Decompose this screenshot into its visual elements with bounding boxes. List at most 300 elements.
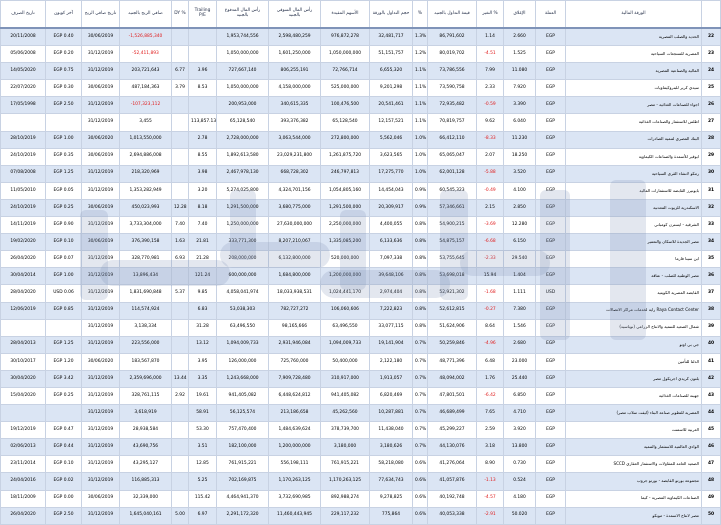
header-payment-date: تاريخ الصرف xyxy=(1,1,46,29)
paid-capital-cell: 65,128,540 xyxy=(217,114,269,131)
net-profit-date-cell: 31/12/2019 xyxy=(82,473,120,490)
market-cap-cell: 1,170,263,125 xyxy=(269,473,321,490)
table-row[interactable] xyxy=(1,302,721,319)
table-row[interactable] xyxy=(1,46,721,63)
change-percent-cell: -2.33 xyxy=(477,251,504,268)
trading-volume-cell: 1,913,057 xyxy=(370,370,413,387)
paid-capital-cell: 126,000,000 xyxy=(217,353,269,370)
net-profit-cell: 223,556,000 xyxy=(120,336,172,353)
trading-volume-cell: 20,541,461 xyxy=(370,97,413,114)
trading-value-cell: 48,094,002 xyxy=(428,370,477,387)
table-row[interactable] xyxy=(1,63,721,80)
table-row[interactable] xyxy=(1,217,721,234)
trailing-pe-cell: 121.24 xyxy=(189,268,217,285)
last-coupon-cell: EGP 0.25 xyxy=(46,199,82,216)
net-profit-date-cell: 31/12/2019 xyxy=(82,319,120,336)
change-percent-cell: -2.91 xyxy=(477,507,504,524)
trailing-pe-cell: 3.98 xyxy=(189,165,217,182)
change-percent-cell: 7.65 xyxy=(477,405,504,422)
trailing-pe-cell: 53.30 xyxy=(189,422,217,439)
security-name-cell: الحديد والصلب المصرية xyxy=(566,28,702,46)
trading-volume-cell: 10,287,881 xyxy=(370,405,413,422)
net-profit-date-cell: 31/12/2019 xyxy=(82,422,120,439)
trading-value-cell: 62,001,128 xyxy=(428,165,477,182)
table-row[interactable] xyxy=(1,148,721,165)
market-cap-cell: 8,207,210,067 xyxy=(269,234,321,251)
header-trailing-pe: Trailing P/E xyxy=(189,1,217,29)
net-profit-cell: 1,353,282,949 xyxy=(120,182,172,199)
listed-shares-cell: 892,988,274 xyxy=(321,490,370,507)
payment-date-cell: 24/10/2019 xyxy=(1,148,46,165)
currency-cell: EGP xyxy=(536,268,566,285)
table-row[interactable] xyxy=(1,234,721,251)
row-index-cell: 40 xyxy=(702,336,721,353)
table-row[interactable] xyxy=(1,507,721,524)
currency-cell: EGP xyxy=(536,63,566,80)
row-index-cell: 42 xyxy=(702,370,721,387)
market-cap-cell: 18,033,938,531 xyxy=(269,285,321,302)
change-percent-cell: -3.69 xyxy=(477,217,504,234)
dividend-yield-cell xyxy=(172,456,189,473)
trailing-pe-cell: 21.81 xyxy=(189,234,217,251)
last-coupon-cell: EGP 0.40 xyxy=(46,28,82,46)
market-cap-cell: 3,680,775,000 xyxy=(269,199,321,216)
close-cell: 0.730 xyxy=(504,456,536,473)
row-index-cell: 46 xyxy=(702,439,721,456)
net-profit-cell: 1,831,690,848 xyxy=(120,285,172,302)
paid-capital-cell: 182,100,000 xyxy=(217,439,269,456)
trading-value-cell: 54,875,157 xyxy=(428,234,477,251)
trailing-pe-cell: 3.35 xyxy=(189,370,217,387)
market-cap-cell: 1,684,800,000 xyxy=(269,268,321,285)
last-coupon-cell: EGP 2.50 xyxy=(46,507,82,524)
percent-cell: 0.9% xyxy=(413,199,428,216)
net-profit-cell: 116,885,313 xyxy=(120,473,172,490)
paid-capital-cell: 1,050,000,000 xyxy=(217,80,269,97)
close-cell: 13.800 xyxy=(504,439,536,456)
currency-cell: EGP xyxy=(536,114,566,131)
header-close: الإغلاق xyxy=(504,1,536,29)
table-row[interactable] xyxy=(1,439,721,456)
net-profit-cell: 2,359,696,000 xyxy=(120,370,172,387)
currency-cell: EGP xyxy=(536,28,566,46)
dividend-yield-cell xyxy=(172,97,189,114)
percent-cell: 0.8% xyxy=(413,234,428,251)
paid-capital-cell: 63,496,550 xyxy=(217,319,269,336)
net-profit-date-cell: 31/12/2019 xyxy=(82,268,120,285)
payment-date-cell: 23/11/2014 xyxy=(1,456,46,473)
paid-capital-cell: 2,291,172,320 xyxy=(217,507,269,524)
dividend-yield-cell: 6.77 xyxy=(172,63,189,80)
table-row[interactable] xyxy=(1,268,721,285)
market-cap-cell: 2,598,480,259 xyxy=(269,28,321,46)
paid-capital-cell: 761,915,221 xyxy=(217,456,269,473)
last-coupon-cell: EGP 1.20 xyxy=(46,353,82,370)
close-cell: 50.020 xyxy=(504,507,536,524)
net-profit-cell: 43,690,756 xyxy=(120,439,172,456)
paid-capital-cell: 1,892,613,580 xyxy=(217,148,269,165)
close-cell: 4.180 xyxy=(504,490,536,507)
net-profit-cell: 3,138,334 xyxy=(120,319,172,336)
net-profit-date-cell: 31/12/2019 xyxy=(82,302,120,319)
trailing-pe-cell: 21.28 xyxy=(189,251,217,268)
row-index-cell: 35 xyxy=(702,251,721,268)
header-listed-shares: الأسهم المقيدة xyxy=(321,1,370,29)
security-name-cell: الصناعات الكيماوية المصرية - كيما xyxy=(566,490,702,507)
close-cell: 1.404 xyxy=(504,268,536,285)
last-coupon-cell: EGP 0.25 xyxy=(46,387,82,404)
market-cap-cell: 27,630,000,000 xyxy=(269,217,321,234)
last-coupon-cell: EGP 0.10 xyxy=(46,456,82,473)
trailing-pe-cell: 6.97 xyxy=(189,507,217,524)
market-cap-cell: 393,376,382 xyxy=(269,114,321,131)
paid-capital-cell: 727,667,140 xyxy=(217,63,269,80)
paid-capital-cell: 333,771,300 xyxy=(217,234,269,251)
row-index-cell: 32 xyxy=(702,199,721,216)
paid-capital-cell: 4,464,941,370 xyxy=(217,490,269,507)
row-index-cell: 49 xyxy=(702,490,721,507)
trading-volume-cell: 32,481,717 xyxy=(370,28,413,46)
trailing-pe-cell: 5.25 xyxy=(189,473,217,490)
change-percent-cell: -0.27 xyxy=(477,302,504,319)
currency-cell: EGP xyxy=(536,507,566,524)
security-name-cell: Raya Contact Center راية لخدمات مراكز الاتصالات xyxy=(566,302,702,319)
trading-value-cell: 47,801,501 xyxy=(428,387,477,404)
table-row[interactable] xyxy=(1,370,721,387)
table-row[interactable] xyxy=(1,473,721,490)
trailing-pe-cell xyxy=(189,28,217,46)
percent-cell: 0.6% xyxy=(413,473,428,490)
table-row[interactable] xyxy=(1,131,721,148)
last-coupon-cell: EGP 0.02 xyxy=(46,473,82,490)
security-name-cell: بايونيرز القابضة للاستثمارات المالية xyxy=(566,182,702,199)
net-profit-cell: 32,339,000 xyxy=(120,490,172,507)
last-coupon-cell: EGP 0.85 xyxy=(46,302,82,319)
payment-date-cell: 28/04/2020 xyxy=(1,285,46,302)
trading-volume-cell: 4,400,055 xyxy=(370,217,413,234)
last-coupon-cell: EGP 0.10 xyxy=(46,234,82,251)
row-index-cell: 33 xyxy=(702,217,721,234)
security-name-cell: المصرية للتطوير صناعة البناء (ليفت سلاب مصر) xyxy=(566,405,702,422)
trading-volume-cell: 6,820,469 xyxy=(370,387,413,404)
row-index-cell: 38 xyxy=(702,302,721,319)
payment-date-cell: 26/04/2020 xyxy=(1,251,46,268)
table-row[interactable] xyxy=(1,114,721,131)
payment-date-cell: 28/10/2019 xyxy=(1,131,46,148)
market-cap-cell: 2,931,946,084 xyxy=(269,336,321,353)
listed-shares-cell: 1,024,441,170 xyxy=(321,285,370,302)
table-row[interactable] xyxy=(1,336,721,353)
table-row[interactable] xyxy=(1,97,721,114)
listed-shares-cell: 106,060,606 xyxy=(321,302,370,319)
net-profit-date-cell: 30/06/2019 xyxy=(82,28,120,46)
change-percent-cell: -1.68 xyxy=(477,285,504,302)
security-name-cell: ابن سينا فارما xyxy=(566,251,702,268)
change-percent-cell: 7.99 xyxy=(477,63,504,80)
market-cap-cell: 806,255,191 xyxy=(269,63,321,80)
trading-value-cell: 41,057,876 xyxy=(428,473,477,490)
header-change-percent: التغير % xyxy=(477,1,504,29)
paid-capital-cell: 600,000,000 xyxy=(217,268,269,285)
dividend-yield-cell xyxy=(172,490,189,507)
close-cell: 3.920 xyxy=(504,422,536,439)
payment-date-cell: 24/04/2016 xyxy=(1,473,46,490)
last-coupon-cell: EGP 0.90 xyxy=(46,217,82,234)
last-coupon-cell: EGP 0.05 xyxy=(46,182,82,199)
last-coupon-cell: EGP 0.35 xyxy=(46,148,82,165)
market-cap-cell: 213,186,658 xyxy=(269,405,321,422)
close-cell: 0.524 xyxy=(504,473,536,490)
change-percent-cell: -8.33 xyxy=(477,131,504,148)
security-name-cell: الصعيد العامة للمقاولات والاستثمار العقاري SCCD xyxy=(566,456,702,473)
change-percent-cell: 6.48 xyxy=(477,353,504,370)
header-market-cap: رأس المال السوقي بالجنيه xyxy=(269,1,321,29)
table-row[interactable] xyxy=(1,199,721,216)
percent-cell: 0.8% xyxy=(413,319,428,336)
percent-cell: 0.8% xyxy=(413,251,428,268)
currency-cell: EGP xyxy=(536,131,566,148)
trading-value-cell: 80,019,702 xyxy=(428,46,477,63)
change-percent-cell: 8.64 xyxy=(477,319,504,336)
security-name-cell: اطلس للاستثمار والصناعات الغذائية xyxy=(566,114,702,131)
last-coupon-cell: EGP 3.42 xyxy=(46,370,82,387)
trading-value-cell: 44,130,076 xyxy=(428,439,477,456)
listed-shares-cell: 1,261,875,720 xyxy=(321,148,370,165)
trading-value-cell: 72,935,482 xyxy=(428,97,477,114)
security-name-cell: المالية والصناعية المصرية xyxy=(566,63,702,80)
change-percent-cell: -5.88 xyxy=(477,165,504,182)
net-profit-date-cell: 31/12/2019 xyxy=(82,114,120,131)
row-index-cell: 23 xyxy=(702,46,721,63)
security-name-cell: جهينة للصناعات الغذائية xyxy=(566,387,702,404)
trailing-pe-cell: 58.91 xyxy=(189,405,217,422)
percent-cell: 1.1% xyxy=(413,63,428,80)
listed-shares-cell: 50,400,000 xyxy=(321,353,370,370)
table-row[interactable] xyxy=(1,28,721,46)
header-trading-volume: حجم التداول بالورقة xyxy=(370,1,413,29)
listed-shares-cell: 246,797,813 xyxy=(321,165,370,182)
currency-cell: EGP xyxy=(536,336,566,353)
currency-cell: EGP xyxy=(536,405,566,422)
percent-cell: 1.1% xyxy=(413,114,428,131)
table-row[interactable] xyxy=(1,319,721,336)
last-coupon-cell: EGP 1.00 xyxy=(46,131,82,148)
close-cell: 11.230 xyxy=(504,131,536,148)
row-index-cell: 27 xyxy=(702,114,721,131)
net-profit-cell: 3,455 xyxy=(120,114,172,131)
paid-capital-cell: 1,291,500,000 xyxy=(217,199,269,216)
trading-value-cell: 46,689,499 xyxy=(428,405,477,422)
payment-date-cell: 22/07/2020 xyxy=(1,80,46,97)
trading-value-cell: 54,900,215 xyxy=(428,217,477,234)
trailing-pe-cell: 8.18 xyxy=(189,199,217,216)
net-profit-cell: 183,567,870 xyxy=(120,353,172,370)
dividend-yield-cell: 3.79 xyxy=(172,80,189,97)
dividend-yield-cell xyxy=(172,268,189,285)
change-percent-cell: 1.76 xyxy=(477,370,504,387)
market-cap-cell: 725,760,000 xyxy=(269,353,321,370)
last-coupon-cell: EGP 0.00 xyxy=(46,490,82,507)
security-name-cell: القابضة المصرية الكويتية xyxy=(566,285,702,302)
row-index-cell: 25 xyxy=(702,80,721,97)
table-row[interactable] xyxy=(1,182,721,199)
trading-volume-cell: 11,438,040 xyxy=(370,422,413,439)
security-name-cell: اجواء للصناعات الغذائية - مصر xyxy=(566,97,702,114)
security-name-cell: المصرية للمنتجعات السياحية xyxy=(566,46,702,63)
row-index-cell: 47 xyxy=(702,456,721,473)
trading-value-cell: 40,053,338 xyxy=(428,507,477,524)
trading-value-cell: 41,276,064 xyxy=(428,456,477,473)
trailing-pe-cell: 3.51 xyxy=(189,439,217,456)
table-row[interactable] xyxy=(1,405,721,422)
net-profit-date-cell: 31/12/2019 xyxy=(82,507,120,524)
net-profit-date-cell: 31/12/2019 xyxy=(82,387,120,404)
header-dividend-yield: DY % xyxy=(172,1,189,29)
paid-capital-cell: 1,094,009,733 xyxy=(217,336,269,353)
security-name-cell: الاسكندرية للزيوت المعدنية xyxy=(566,199,702,216)
paid-capital-cell: 56,125,574 xyxy=(217,405,269,422)
table-row[interactable] xyxy=(1,456,721,473)
percent-cell: 1.0% xyxy=(413,148,428,165)
market-cap-cell: 4,158,000,000 xyxy=(269,80,321,97)
market-cap-cell: 23,029,231,800 xyxy=(269,148,321,165)
dividend-yield-cell: 6.93 xyxy=(172,251,189,268)
table-body xyxy=(1,28,721,524)
percent-cell: 0.7% xyxy=(413,439,428,456)
header-security: الورقة المالية xyxy=(566,1,702,29)
last-coupon-cell: EGP 0.30 xyxy=(46,80,82,97)
last-coupon-cell xyxy=(46,319,82,336)
paid-capital-cell: 1,250,000,000 xyxy=(217,217,269,234)
table-row[interactable] xyxy=(1,353,721,370)
payment-date-cell xyxy=(1,114,46,131)
percent-cell: 1.3% xyxy=(413,28,428,46)
currency-cell: EGP xyxy=(536,46,566,63)
trading-value-cell: 60,545,323 xyxy=(428,182,477,199)
net-profit-date-cell: 31/12/2019 xyxy=(82,370,120,387)
currency-cell: USD xyxy=(536,285,566,302)
dividend-yield-cell xyxy=(172,28,189,46)
market-cap-cell: 556,198,111 xyxy=(269,456,321,473)
header-percent: % xyxy=(413,1,428,29)
listed-shares-cell: 378,739,700 xyxy=(321,422,370,439)
percent-cell: 0.6% xyxy=(413,456,428,473)
dividend-yield-cell: 7.40 xyxy=(172,217,189,234)
close-cell: 4.710 xyxy=(504,405,536,422)
payment-date-cell: 14/11/2019 xyxy=(1,217,46,234)
trading-value-cell: 52,921,302 xyxy=(428,285,477,302)
header-currency: العملة xyxy=(536,1,566,29)
last-coupon-cell: EGP 0.44 xyxy=(46,439,82,456)
paid-capital-cell: 1,243,668,000 xyxy=(217,370,269,387)
table-row[interactable] xyxy=(1,387,721,404)
currency-cell: EGP xyxy=(536,199,566,216)
security-name-cell: شمال الصعيد للتنمية والانتاج الزراعي (نوباسيد) xyxy=(566,319,702,336)
market-cap-cell: 668,728,302 xyxy=(269,165,321,182)
security-name-cell: العربية للاسمنت xyxy=(566,422,702,439)
table-row[interactable] xyxy=(1,285,721,302)
close-cell: 23.000 xyxy=(504,353,536,370)
trading-volume-cell: 3,180,626 xyxy=(370,439,413,456)
close-cell: 7.380 xyxy=(504,302,536,319)
listed-shares-cell: 65,128,540 xyxy=(321,114,370,131)
net-profit-date-cell: 31/12/2019 xyxy=(82,251,120,268)
trading-value-cell: 40,192,748 xyxy=(428,490,477,507)
trading-volume-cell: 6,133,636 xyxy=(370,234,413,251)
trading-volume-cell: 14,454,043 xyxy=(370,182,413,199)
table-row[interactable] xyxy=(1,490,721,507)
listed-shares-cell: 272,800,000 xyxy=(321,131,370,148)
row-index-cell: 36 xyxy=(702,268,721,285)
last-coupon-cell: EGP 0.07 xyxy=(46,251,82,268)
net-profit-date-cell: 31/12/2019 xyxy=(82,405,120,422)
table-row[interactable] xyxy=(1,165,721,182)
currency-cell: EGP xyxy=(536,456,566,473)
currency-cell: EGP xyxy=(536,217,566,234)
paid-capital-cell: 53,038,303 xyxy=(217,302,269,319)
payment-date-cell xyxy=(1,319,46,336)
security-name-cell: الدلتا للتأمين xyxy=(566,353,702,370)
trading-volume-cell: 20,309,917 xyxy=(370,199,413,216)
trading-value-cell: 45,299,227 xyxy=(428,422,477,439)
net-profit-cell: 450,023,993 xyxy=(120,199,172,216)
last-coupon-cell xyxy=(46,114,82,131)
security-name-cell: البنك المصري لتنمية الصادرات xyxy=(566,131,702,148)
trading-volume-cell: 3,623,565 xyxy=(370,148,413,165)
dividend-yield-cell xyxy=(172,302,189,319)
payment-date-cell: 11/05/2010 xyxy=(1,182,46,199)
currency-cell: EGP xyxy=(536,165,566,182)
security-name-cell: الشرقية - ايسترن كومباني xyxy=(566,217,702,234)
change-percent-cell: -4.57 xyxy=(477,490,504,507)
trading-volume-cell: 2,122,180 xyxy=(370,353,413,370)
currency-cell: EGP xyxy=(536,439,566,456)
net-profit-date-cell: 30/06/2020 xyxy=(82,131,120,148)
currency-cell: EGP xyxy=(536,302,566,319)
net-profit-cell: 1,645,040,161 xyxy=(120,507,172,524)
percent-cell: 1.1% xyxy=(413,80,428,97)
trading-value-cell: 65,065,047 xyxy=(428,148,477,165)
security-name-cell: ابوقير للأسمدة والصناعات الكيماوية xyxy=(566,148,702,165)
header-net-profit: صافي الربح بالجنيه xyxy=(120,1,172,29)
net-profit-date-cell: 31/12/2019 xyxy=(82,336,120,353)
percent-cell: 1.2% xyxy=(413,46,428,63)
change-percent-cell: 8.90 xyxy=(477,456,504,473)
listed-shares-cell: 3,180,000 xyxy=(321,439,370,456)
payment-date-cell: 19/12/2019 xyxy=(1,422,46,439)
currency-cell: EGP xyxy=(536,97,566,114)
listed-shares-cell: 1,170,263,125 xyxy=(321,473,370,490)
header-last-coupon: آخر كوبون xyxy=(46,1,82,29)
trading-volume-cell: 77,634,743 xyxy=(370,473,413,490)
market-cap-cell: 1,484,639,624 xyxy=(269,422,321,439)
net-profit-cell: 328,761,115 xyxy=(120,387,172,404)
trailing-pe-cell: 13.12 xyxy=(189,336,217,353)
paid-capital-cell: 208,000,000 xyxy=(217,251,269,268)
dividend-yield-cell xyxy=(172,405,189,422)
header-paid-capital: رأس المال المدفوع بالجنيه xyxy=(217,1,269,29)
dividend-yield-cell xyxy=(172,46,189,63)
security-name-cell: مجموعة بورتو القابضة - بورتو جروب xyxy=(566,473,702,490)
currency-cell: EGP xyxy=(536,251,566,268)
table-row[interactable] xyxy=(1,422,721,439)
dividend-yield-cell xyxy=(172,473,189,490)
net-profit-date-cell: 30/06/2019 xyxy=(82,80,120,97)
change-percent-cell: -4.96 xyxy=(477,336,504,353)
table-row[interactable] xyxy=(1,80,721,97)
table-row[interactable] xyxy=(1,251,721,268)
trading-volume-cell: 5,562,046 xyxy=(370,131,413,148)
